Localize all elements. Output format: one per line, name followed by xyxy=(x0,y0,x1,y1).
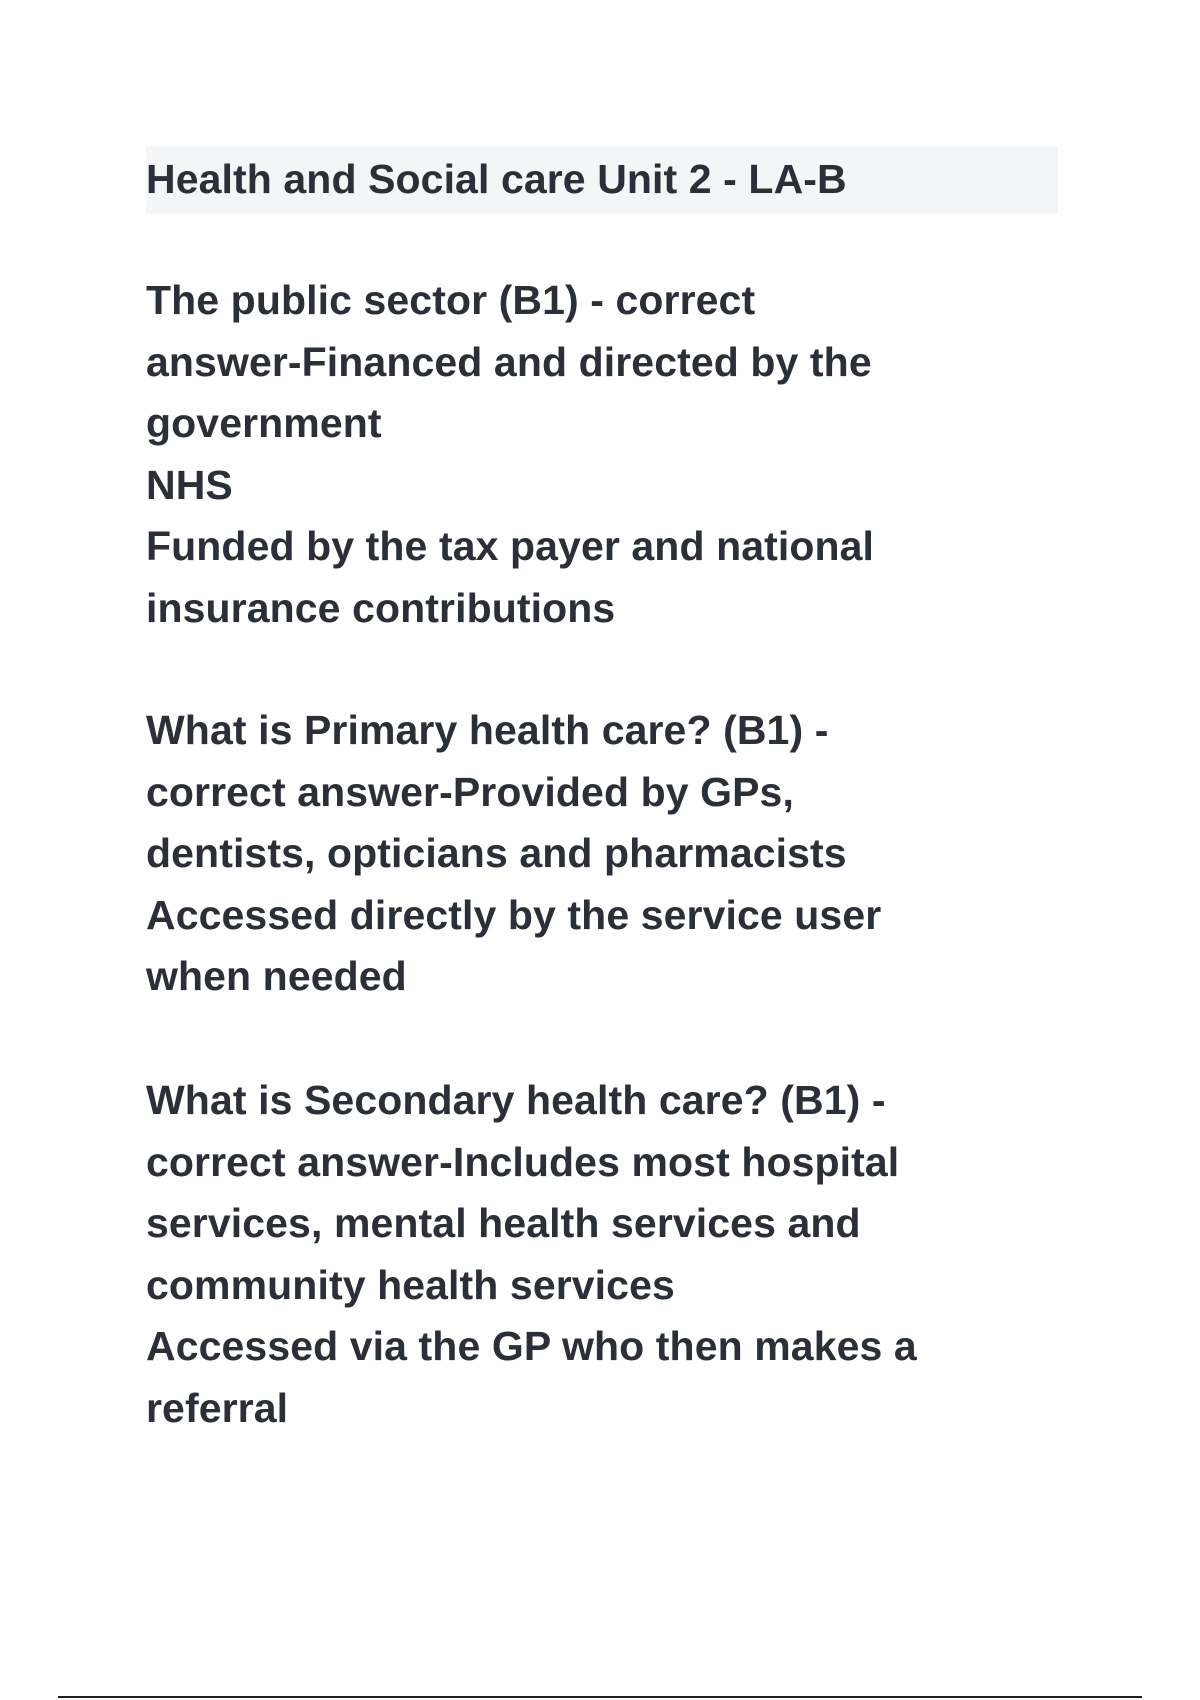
entry-line: What is Secondary health care? (B1) - xyxy=(146,1077,886,1123)
entry-line: when needed xyxy=(146,953,407,999)
entry-line: The public sector (B1) - correct xyxy=(146,277,756,323)
entry-line: dentists, opticians and pharmacists xyxy=(146,830,847,876)
entry-line: government xyxy=(146,400,382,446)
entry-line: services, mental health services and xyxy=(146,1200,861,1246)
entry-line: NHS xyxy=(146,461,233,508)
entry-line: answer-Financed and directed by the xyxy=(146,338,872,385)
entry-line: What is Primary health care? (B1) - xyxy=(146,707,829,753)
entry-line: referral xyxy=(146,1384,289,1431)
document-title: Health and Social care Unit 2 - LA-B xyxy=(146,156,847,202)
qa-entry-secondary-care xyxy=(146,1070,1066,1439)
entry-line: community health services xyxy=(146,1261,675,1308)
qa-entry-public-sector xyxy=(146,270,1066,639)
entry-line: correct answer-Includes most hospital xyxy=(146,1138,900,1185)
title-banner xyxy=(146,146,1058,214)
entry-line: correct answer-Provided by GPs, xyxy=(146,768,794,815)
entry-line: Accessed directly by the service user xyxy=(146,891,882,938)
footer-divider xyxy=(58,1696,1142,1698)
qa-entry-primary-care xyxy=(146,700,1066,1008)
entry-line: Funded by the tax payer and national xyxy=(146,523,875,569)
entry-line: insurance contributions xyxy=(146,584,616,631)
entry-line: Accessed via the GP who then makes a xyxy=(146,1323,917,1369)
